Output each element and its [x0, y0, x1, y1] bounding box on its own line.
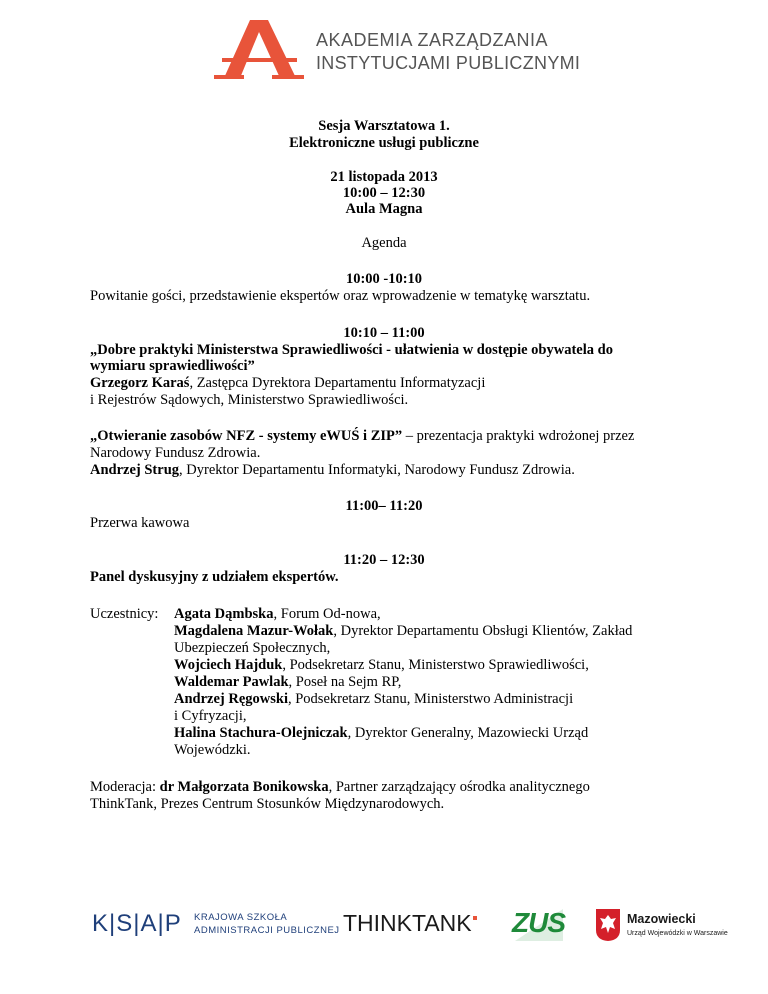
participant-1-role: , Forum Od-nowa,	[273, 606, 381, 622]
session-time: 10:00 – 12:30	[342, 185, 426, 201]
talk2-speaker: Andrzej Strug	[90, 462, 180, 478]
block1-time: 10:00 -10:10	[345, 271, 423, 287]
session-venue: Aula Magna	[345, 201, 423, 217]
thinktank-logo	[343, 910, 477, 940]
talk1-title-line2: wymiaru sprawiedliwości”	[90, 358, 255, 374]
block4-text: Panel dyskusyjny z udziałem ekspertów.	[90, 569, 339, 585]
ksap-logo-text: K|S|A|P	[92, 910, 182, 937]
agenda-heading: Agenda	[361, 235, 407, 251]
participant-4-role: , Poseł na Sejm RP,	[288, 674, 402, 690]
thinktank-dot-icon	[473, 916, 477, 920]
ksap-line-2: ADMINISTRACJI PUBLICZNEJ	[194, 925, 340, 936]
thinktank-tank: TANK	[412, 910, 472, 936]
ksap-line-1: KRAJOWA SZKOŁA	[194, 912, 288, 923]
mazowiecki-logo	[595, 906, 755, 946]
participant-5-name: Andrzej Ręgowski	[174, 691, 288, 707]
talk2-desc-line2: Narodowy Fundusz Zdrowia.	[90, 445, 261, 461]
moderation-line2: ThinkTank, Prezes Centrum Stosunków Międzynarodowych.	[90, 796, 445, 812]
eagle-emblem-icon	[595, 908, 621, 942]
talk2-speaker-line	[90, 462, 575, 479]
block4-time: 11:20 – 12:30	[343, 552, 425, 568]
talk1-title-line1: „Dobre praktyki Ministerstwa Sprawiedliwości - ułatwienia w dostępie obywatela do	[90, 342, 613, 358]
participant-4-name: Waldemar Pawlak	[174, 674, 289, 690]
participant-5-role-line2: i Cyfryzacji,	[174, 708, 247, 724]
akademia-logo-icon	[210, 16, 305, 82]
mazowiecki-line-1: Mazowiecki	[627, 912, 696, 926]
participant-2-role-line2: Ubezpieczeń Społecznych,	[174, 640, 331, 656]
session-title: Sesja Warsztatowa 1.	[318, 118, 450, 134]
participant-6-role: , Dyrektor Generalny, Mazowiecki Urząd	[347, 725, 589, 741]
logo-line-1: AKADEMIA ZARZĄDZANIA	[316, 30, 549, 50]
participant-6-name: Halina Stachura-Olejniczak	[174, 725, 348, 741]
talk1-role-line2: i Rejestrów Sądowych, Ministerstwo Sprawiedliwości.	[90, 392, 409, 408]
participant-3-role: , Podsekretarz Stanu, Ministerstwo Sprawiedliwości,	[282, 657, 589, 673]
participant-2	[174, 623, 632, 640]
talk1-speaker-line	[90, 375, 485, 392]
block3-time: 11:00– 11:20	[345, 498, 423, 514]
participant-3	[174, 657, 589, 674]
block1-text: Powitanie gości, przedstawienie ekspertów oraz wprowadzenie w tematykę warsztatu.	[90, 288, 591, 304]
moderation-line1	[90, 779, 590, 796]
participant-6	[174, 725, 588, 742]
ksap-logo	[92, 908, 340, 944]
participant-1	[174, 606, 381, 623]
talk1-speaker: Grzegorz Karaś	[90, 375, 190, 391]
participant-6-role-line2: Wojewódzki.	[174, 742, 251, 758]
thinktank-think: THINK	[343, 910, 412, 936]
block3-text: Przerwa kawowa	[90, 515, 190, 531]
talk1-role: , Zastępca Dyrektora Departamentu Informatyzacji	[189, 375, 486, 391]
participant-2-name: Magdalena Mazur-Wołak	[174, 623, 334, 639]
participant-4	[174, 674, 401, 691]
zus-logo	[512, 907, 566, 943]
participant-2-role: , Dyrektor Departamentu Obsługi Klientów, Zakład	[333, 623, 633, 639]
mazowiecki-line-2: Urząd Wojewódzki w Warszawie	[627, 930, 728, 937]
talk2-title-line	[90, 428, 634, 445]
talk2-title: „Otwieranie zasobów NFZ - systemy eWUŚ i ZIP”	[90, 428, 403, 444]
block2-time: 10:10 – 11:00	[343, 325, 425, 341]
header-logo	[210, 16, 581, 82]
moderator-role: , Partner zarządzający ośrodka analitycznego	[328, 779, 590, 795]
moderation-label: Moderacja:	[90, 779, 160, 795]
moderator-name: dr Małgorzata Bonikowska	[159, 779, 329, 795]
participants-label: Uczestnicy:	[90, 606, 159, 622]
session-date: 21 listopada 2013	[330, 169, 438, 185]
participant-5-role: , Podsekretarz Stanu, Ministerstwo Administracji	[287, 691, 574, 707]
zus-text: ZUS	[512, 907, 565, 938]
session-subtitle: Elektroniczne usługi publiczne	[289, 135, 479, 151]
participant-5	[174, 691, 573, 708]
logo-line-2: INSTYTUCJAMI PUBLICZNYMI	[316, 53, 581, 73]
talk2-role: , Dyrektor Departamentu Informatyki, Narodowy Fundusz Zdrowia.	[179, 462, 575, 478]
participant-3-name: Wojciech Hajduk	[174, 657, 283, 673]
participant-1-name: Agata Dąmbska	[174, 606, 274, 622]
talk2-desc: – prezentacja praktyki wdrożonej przez	[402, 428, 635, 444]
